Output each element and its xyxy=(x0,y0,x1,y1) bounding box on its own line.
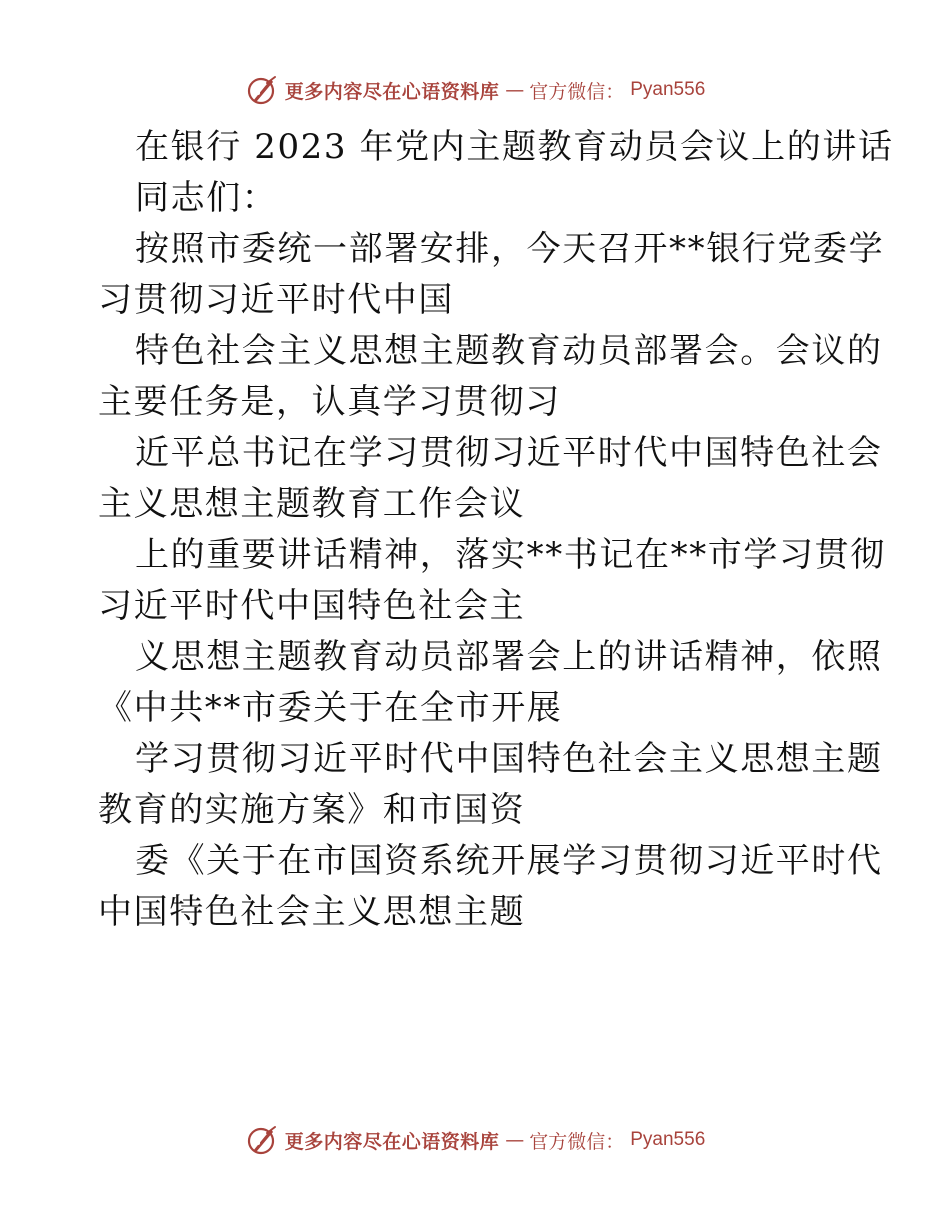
paragraph-line: 委《关于在市国资系统开展学习贯彻习近平时代 xyxy=(135,841,883,881)
paragraph-line: 特色社会主义思想主题教育动员部署会。会议的 xyxy=(135,331,883,371)
paragraph-line: 教育的实施方案》和市国资 xyxy=(98,790,526,830)
paragraph-line: 义思想主题教育动员部署会上的讲话精神，依照 xyxy=(135,637,883,677)
paragraph-line: 习近平时代中国特色社会主 xyxy=(98,586,526,626)
watermark-wechat-label: 官方微信： xyxy=(529,80,625,103)
paragraph-line: 主义思想主题教育工作会议 xyxy=(98,484,526,524)
quill-pen-logo-icon xyxy=(245,1123,279,1157)
paragraph-line: 习贯彻习近平时代中国 xyxy=(98,280,454,320)
watermark-wechat-id: Pyan556 xyxy=(630,79,706,100)
document-body xyxy=(98,122,894,938)
header-watermark-banner xyxy=(0,70,950,110)
watermark-wechat-label: 官方微信： xyxy=(529,1130,625,1153)
paragraph-line: 主要任务是，认真学习贯彻习 xyxy=(98,382,561,422)
paragraph-line: 中国特色社会主义思想主题 xyxy=(98,892,526,932)
document-title: 在银行 2023 年党内主题教育动员会议上的讲话 xyxy=(135,127,894,167)
footer-watermark-banner xyxy=(0,1120,950,1160)
paragraph-line: 《中共**市委关于在全市开展 xyxy=(98,688,563,728)
paragraph-line: 学习贯彻习近平时代中国特色社会主义思想主题 xyxy=(135,739,883,779)
watermark-main-text: 更多内容尽在心语资料库 xyxy=(284,80,500,103)
salutation: 同志们： xyxy=(135,178,278,218)
watermark-wechat-id: Pyan556 xyxy=(630,1129,706,1150)
paragraph-line: 近平总书记在学习贯彻习近平时代中国特色社会 xyxy=(135,433,883,473)
watermark-separator: — xyxy=(505,1129,524,1151)
quill-pen-logo-icon xyxy=(245,73,279,107)
paragraph-line: 上的重要讲话精神，落实**书记在**市学习贯彻 xyxy=(135,535,886,575)
paragraph-line: 按照市委统一部署安排，今天召开**银行党委学 xyxy=(135,229,885,269)
watermark-separator: — xyxy=(505,79,524,101)
watermark-main-text: 更多内容尽在心语资料库 xyxy=(284,1130,500,1153)
